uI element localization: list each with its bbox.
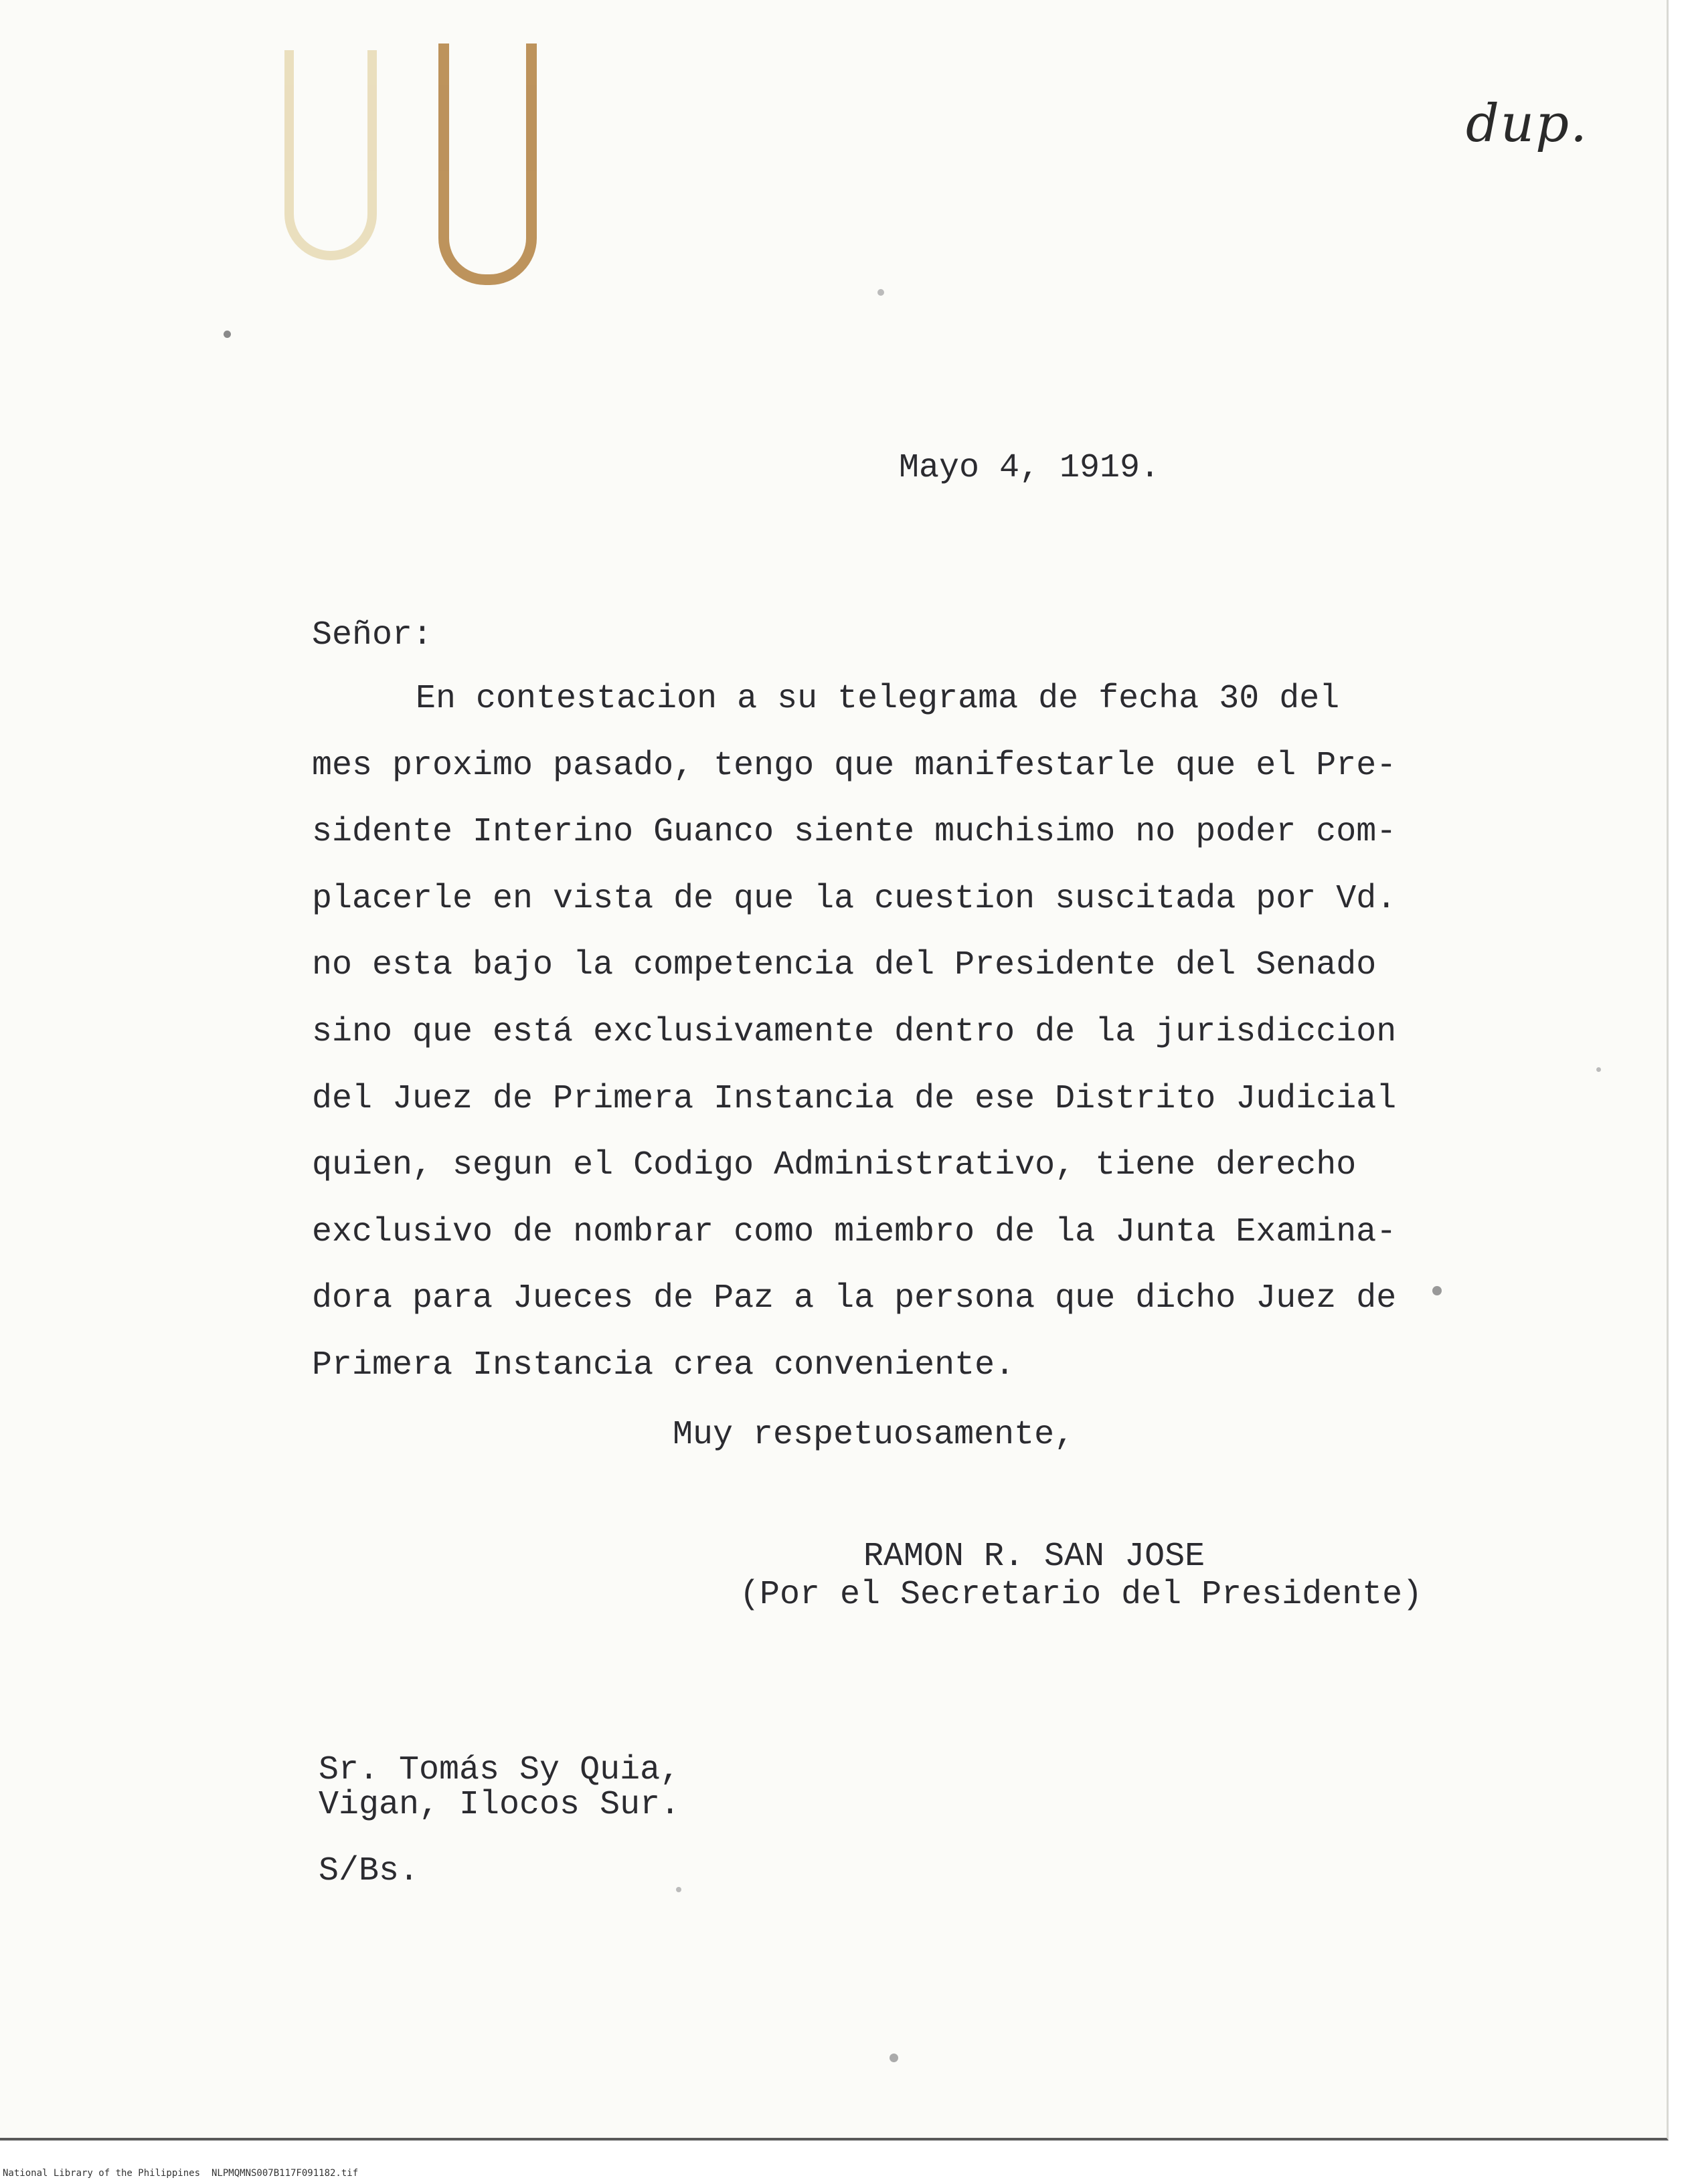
footer-institution: National Library of the Philippines: [3, 2168, 201, 2179]
paper-speck: [890, 2054, 898, 2062]
paper-clip-rust-mark: [438, 43, 537, 285]
body-line: exclusivo de nombrar como miembro de la Junta Examina-: [312, 1212, 1397, 1251]
paper-speck: [224, 331, 231, 338]
body-line: sidente Interino Guanco siente muchisimo no poder com-: [312, 813, 1397, 852]
body-line: Primera Instancia crea conveniente.: [312, 1346, 1015, 1384]
letter-body: [312, 666, 1396, 1399]
body-line: En contestacion a su telegrama de fecha 30 del: [416, 680, 1340, 718]
addressee-location: Vigan, Ilocos Sur.: [319, 1786, 681, 1824]
body-line: mes proximo pasado, tengo que manifestarle que el Pre-: [312, 746, 1397, 785]
paper-speck: [1596, 1067, 1601, 1072]
body-line: sino que está exclusivamente dentro de la jurisdiccion: [312, 1012, 1397, 1051]
body-line: del Juez de Primera Instancia de ese Distrito Judicial: [312, 1079, 1397, 1118]
footer-file-id: NLPMQMNS007B117F091182.tif: [212, 2168, 359, 2179]
body-line: quien, segun el Codigo Administrativo, tiene derecho: [312, 1146, 1357, 1185]
body-line: dora para Jueces de Paz a la persona que dicho Juez de: [312, 1279, 1397, 1318]
addressee-name: Sr. Tomás Sy Quia,: [319, 1751, 681, 1789]
paper-speck: [676, 1887, 681, 1892]
handwritten-annotation: dup.: [1466, 94, 1588, 154]
signer-name: RAMON R. SAN JOSE: [863, 1538, 1205, 1576]
letter-date: Mayo 4, 1919.: [899, 449, 1161, 487]
body-line: no esta bajo la competencia del Presidente del Senado: [312, 946, 1377, 985]
body-line: placerle en vista de que la cuestion suscitada por Vd.: [312, 879, 1397, 918]
closing: Muy respetuosamente,: [673, 1416, 1075, 1454]
salutation: Señor:: [312, 616, 433, 654]
paper-speck: [1432, 1286, 1442, 1295]
paper-speck: [877, 289, 884, 296]
typist-initials: S/Bs.: [319, 1852, 420, 1890]
signer-title: (Por el Secretario del Presidente): [740, 1576, 1423, 1614]
paper-clip-stain: [284, 50, 377, 260]
